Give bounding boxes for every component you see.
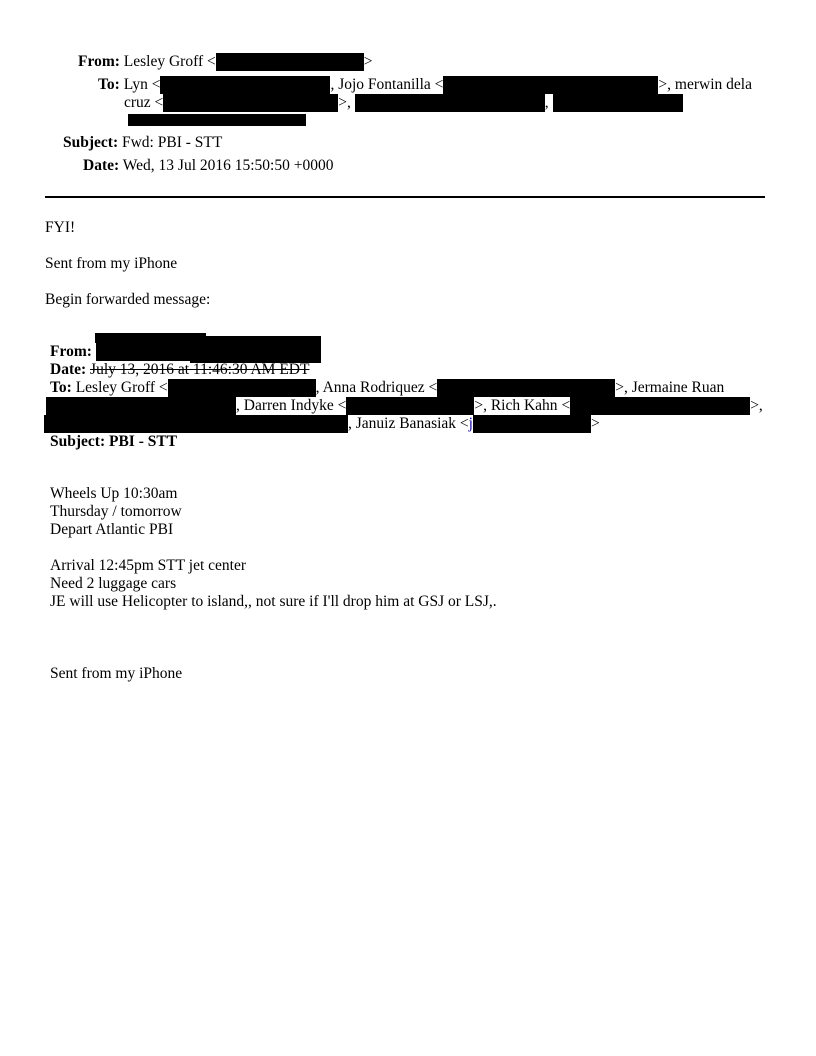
from-label: From:: [78, 53, 120, 70]
header-to-row-cont: cruz < >, ,: [124, 94, 683, 112]
fwd-subject-row: [50, 433, 177, 451]
fwd-to-name-4: Darren Indyke: [243, 397, 334, 414]
redaction: [473, 415, 591, 433]
redaction: [46, 397, 236, 415]
date-value: Wed, 13 Jul 2016 15:50:50 +0000: [122, 157, 334, 174]
msg-line-1: Wheels Up 10:30am: [50, 485, 178, 502]
redaction: [44, 415, 348, 433]
redaction: [163, 94, 338, 112]
body-begin-forwarded: Begin forwarded message:: [45, 291, 211, 308]
to-name-3-cont: cruz: [124, 94, 151, 111]
fwd-to-name-3: Jermaine Ruan: [631, 379, 725, 396]
msg-line-6: JE will use Helicopter to island,, not sure if I'll drop him at GSJ or LSJ,.: [50, 593, 497, 610]
redaction: [190, 336, 321, 363]
redaction: [355, 94, 545, 112]
redaction: [216, 53, 364, 71]
subject-value: Fwd: PBI - STT: [121, 134, 223, 151]
redaction: [96, 343, 196, 361]
header-date-row: [83, 157, 333, 175]
header-from-row: From: Lesley Groff < >: [78, 53, 373, 70]
fwd-to-name-2: Anna Rodriquez: [322, 379, 425, 396]
from-name: Lesley Groff: [123, 53, 204, 70]
fwd-from-row: [50, 343, 196, 361]
redaction: [168, 379, 316, 397]
msg-line-3: Depart Atlantic PBI: [50, 521, 174, 538]
msg-line-4: Arrival 12:45pm STT jet center: [50, 557, 246, 574]
fwd-from-label: From:: [50, 343, 92, 360]
fwd-to-email-6[interactable]: j: [469, 415, 591, 432]
to-name-1: Lyn: [123, 76, 148, 93]
fwd-to-row-3: , Januiz Banasiak <j >: [44, 415, 600, 433]
body-sent-from: Sent from my iPhone: [45, 255, 178, 272]
fwd-to-name-6: Januiz Banasiak: [355, 415, 457, 432]
fwd-to-label: To:: [50, 379, 72, 396]
header-to-row: To: Lyn < , Jojo Fontanilla < >, merwin dela: [98, 76, 752, 93]
date-label: Date:: [83, 157, 120, 174]
redaction: [443, 76, 658, 94]
fwd-to-name-1: Lesley Groff: [75, 379, 156, 396]
redaction: [437, 379, 615, 397]
fwd-subject-value: PBI - STT: [108, 433, 178, 450]
to-name-3: merwin dela: [674, 76, 752, 93]
body-fyi: FYI!: [45, 219, 76, 236]
fwd-subject-label: Subject:: [50, 433, 106, 450]
fwd-date-value: July 13, 2016 at 11:46:30 AM EDT: [90, 361, 310, 378]
fwd-date-row: [50, 361, 309, 379]
header-divider: [45, 196, 765, 198]
redaction: [128, 114, 306, 126]
fwd-date-label: Date:: [50, 361, 87, 378]
fwd-to-name-5: Rich Kahn: [490, 397, 558, 414]
fwd-to-row: To: Lesley Groff < , Anna Rodriquez < >, Jermaine Ruan: [50, 379, 725, 396]
msg-line-2: Thursday / tomorrow: [50, 503, 182, 520]
msg-line-5: Need 2 luggage cars: [50, 575, 177, 592]
header-subject-row: [63, 134, 222, 152]
redaction: [570, 397, 750, 415]
msg-sent-from: Sent from my iPhone: [50, 665, 183, 682]
redaction: [346, 397, 474, 415]
redaction: [553, 94, 683, 112]
subject-label: Subject:: [63, 134, 119, 151]
redaction: [160, 76, 330, 94]
to-name-2: Jojo Fontanilla: [338, 76, 431, 93]
to-label: To:: [98, 76, 120, 93]
fwd-to-row-2: , Darren Indyke < >, Rich Kahn < >,: [46, 397, 763, 415]
